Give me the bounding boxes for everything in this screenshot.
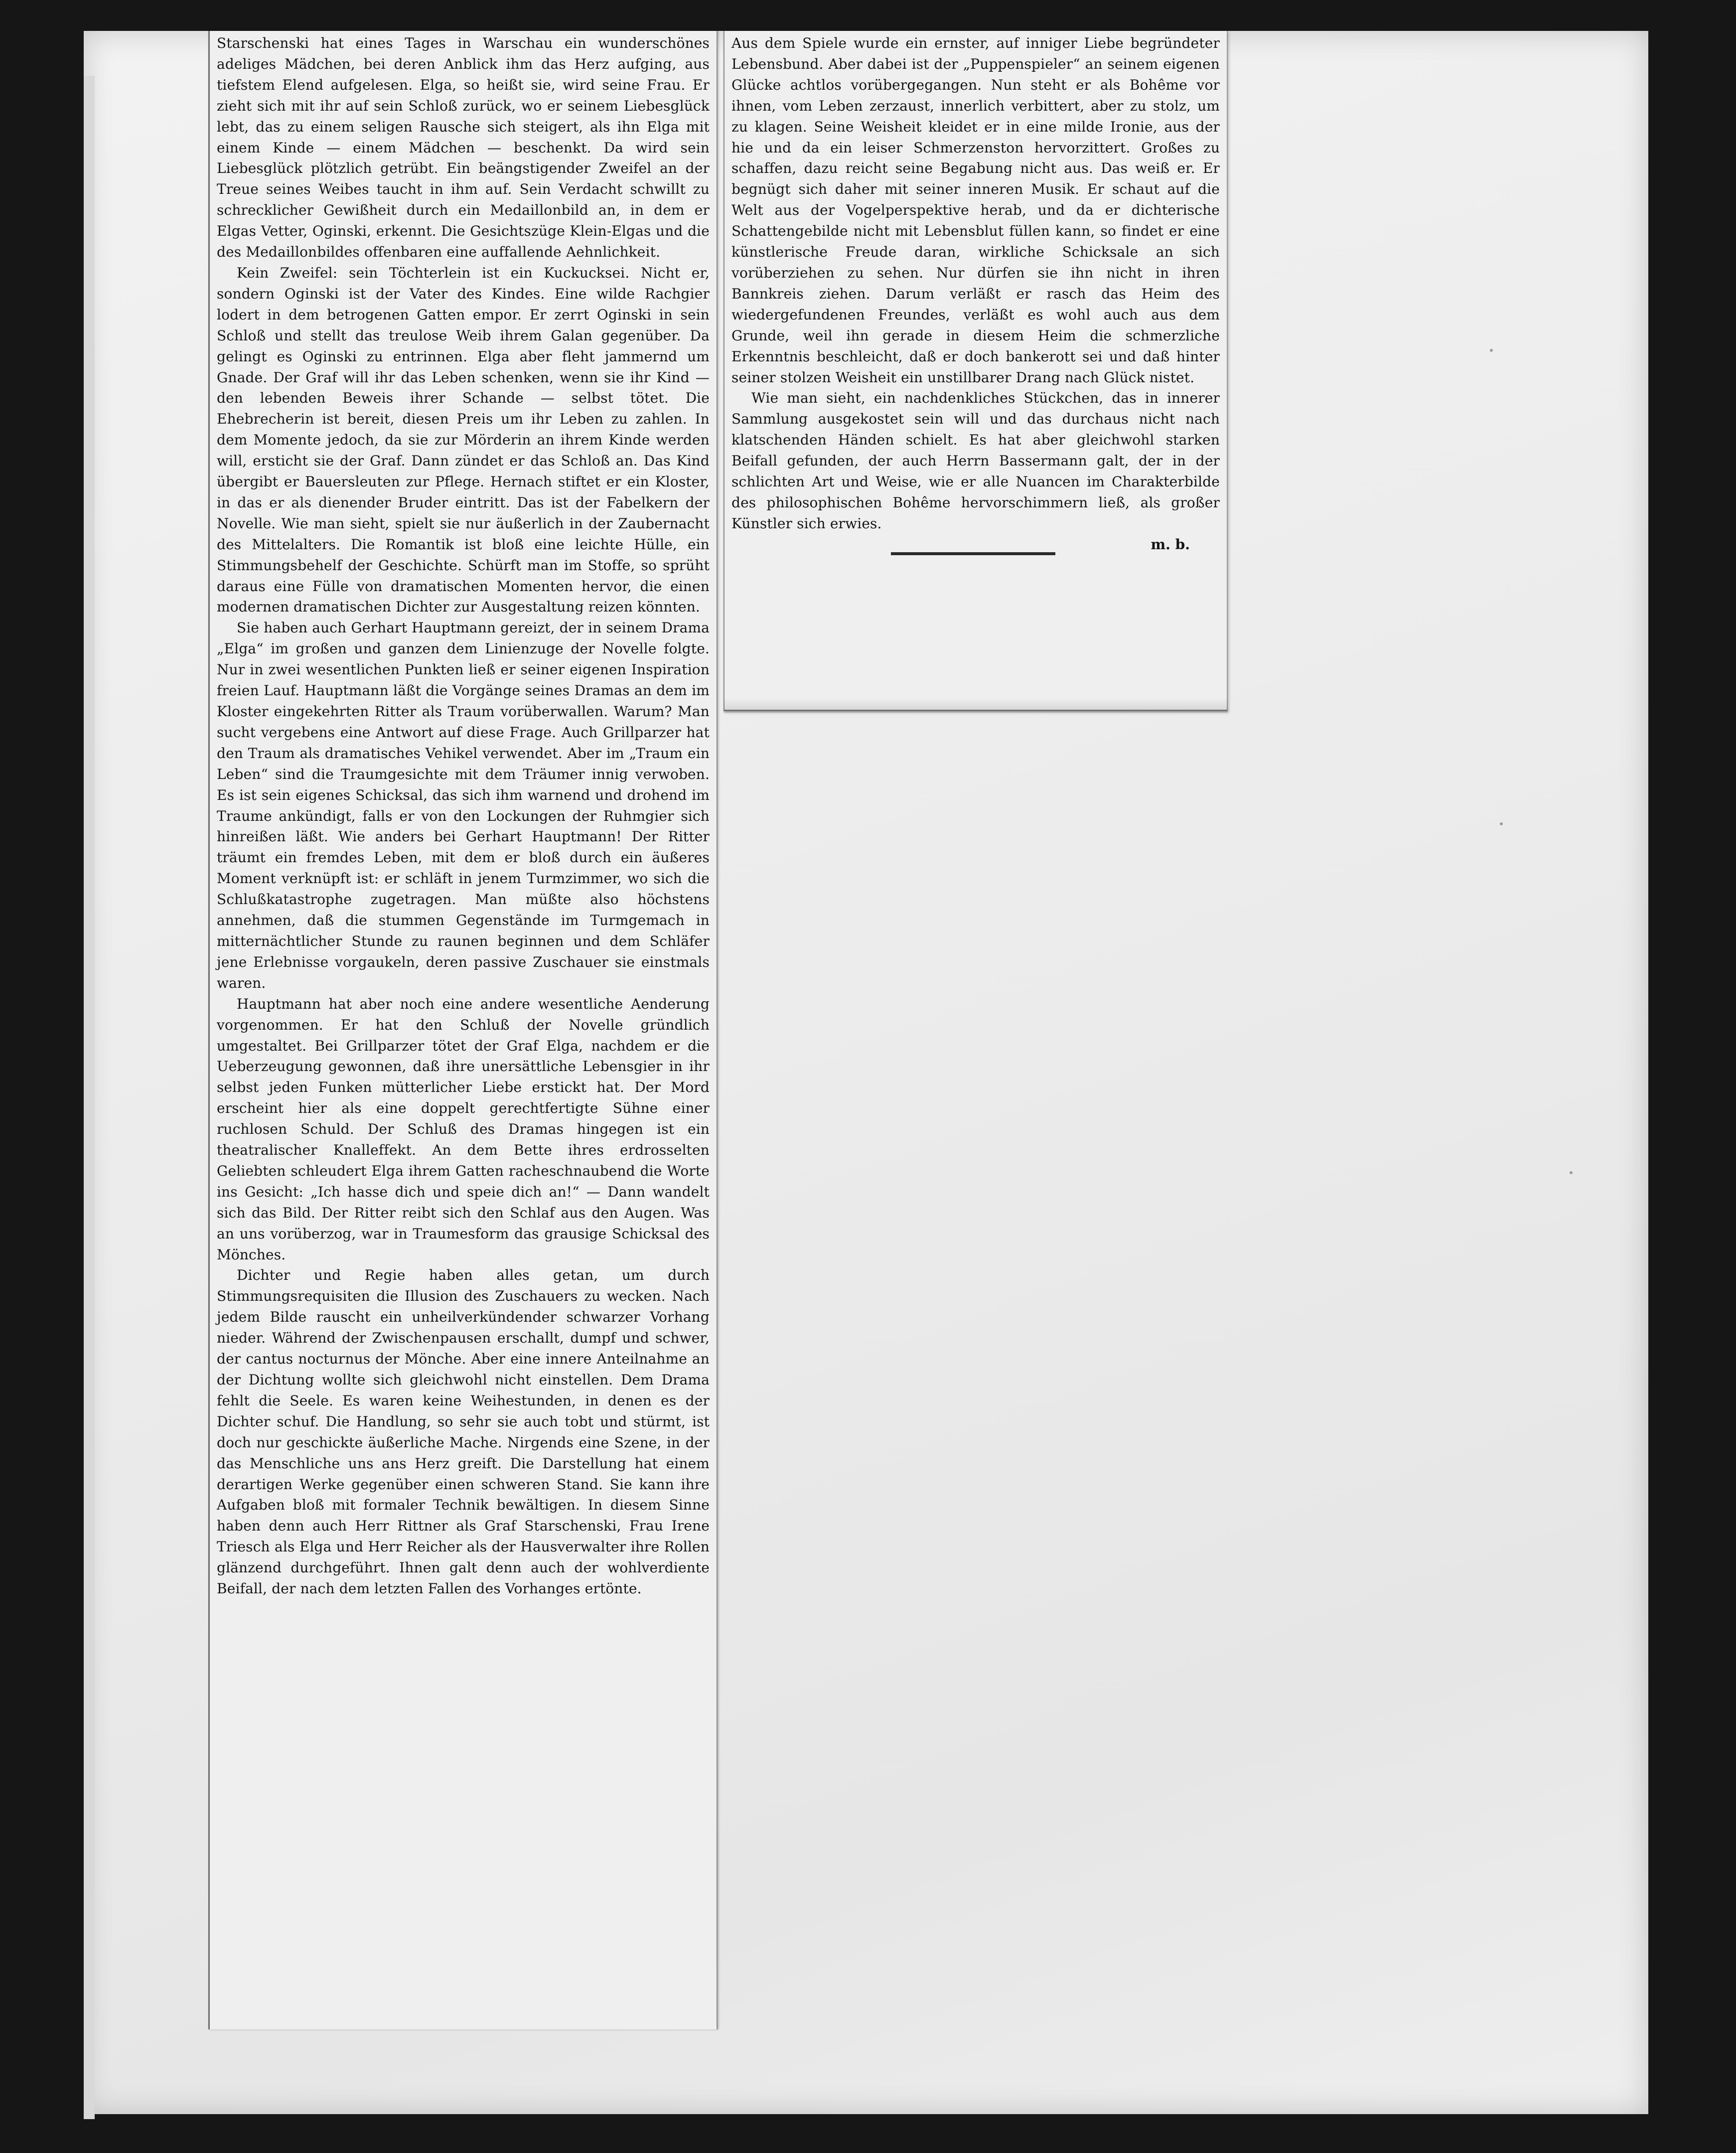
newspaper-clipping-right-column xyxy=(723,31,1228,711)
article-paragraph: Hauptmann hat aber noch eine andere wesentliche Aenderung vorgenommen. Er hat den Schluß der Novelle gründlich umgestaltet. Bei Grillparzer tötet der Graf Elga, nachdem er die Ueberzeugung gewonnen, daß ihre unersättliche Lebensgier in ihr selbst jeden Funken mütterlicher Liebe erstickt hat. Der Mord erscheint hier als eine doppelt gerechtfertigte Sühne einer ruchlosen Schuld. Der Schluß des Dramas hingegen ist ein theatralischer Knalleffekt. An dem Bette ihres erdrosselten Geliebten schleudert Elga ihrem Gatten racheschnaubend die Worte ins Gesicht: „Ich hasse dich und speie dich an!“ — Dann wandelt sich das Bild. Der Ritter reibt sich den Schlaf aus den Augen. Was an uns vorüberzog, war in Traumesform das grausige Schicksal des Mönches. xyxy=(217,995,710,1263)
author-signature: m. b. xyxy=(1151,536,1190,553)
newspaper-clipping-left-column xyxy=(208,31,718,2029)
closing-rule xyxy=(891,552,1055,555)
clipping-torn-edge xyxy=(723,698,1228,713)
article-paragraph: Sie haben auch Gerhart Hauptmann gereizt, der in seinem Drama „Elga“ im großen und ganzen dem Linienzuge der Novelle folgte. Nur in zwei wesentlichen Punkten ließ er seiner eigenen Inspiration freien Lauf. Hauptmann läßt die Vorgänge seines Dramas an dem im Kloster eingekehrten Ritter als Traum vorüberwallen. Warum? Man sucht vergebens eine Antwort auf diese Frage. Auch Grillparzer hat den Traum als dramatisches Vehikel verwendet. Aber im „Traum ein Leben“ sind die Traumgesichte mit dem Träumer innig verwoben. Es ist sein eigenes Schicksal, das sich ihm warnend und drohend im Traume ankündigt, falls er von den Lockungen der Ruhmgier sich hinreißen läßt. Wie anders bei Gerhart Hauptmann! Der Ritter träumt ein fremdes Leben, mit dem er bloß durch ein äußeres Moment verknüpft ist: er schläft in jenem Turmzimmer, wo sich die Schlußkatastrophe zugetragen. Man müßte also höchstens annehmen, daß die stummen Gegenstände im Turmgemach in mitternächtlicher Stunde zu raunen beginnen und dem Schläfer jene Erlebnisse vorgaukeln, deren passive Zuschauer sie einstmals waren. xyxy=(217,619,710,991)
dust-speck xyxy=(1500,822,1503,825)
dust-speck xyxy=(1490,349,1493,352)
article-paragraph: Kein Zweifel: sein Töchterlein ist ein Kuckucksei. Nicht er, sondern Oginski ist der Vater des Kindes. Eine wilde Rachgier lodert in dem betrogenen Gatten empor. Er zerrt Oginski in sein Schloß und stellt das treulose Weib ihrem Galan gegenüber. Da gelingt es Oginski zu entrinnen. Elga aber fleht jammernd um Gnade. Der Graf will ihr das Leben schenken, wenn sie ihr Kind — den lebenden Beweis ihrer Schande — selbst tötet. Die Ehebrecherin ist bereit, diesen Preis um ihr Leben zu zahlen. In dem Momente jedoch, da sie zur Mörderin an ihrem Kinde werden will, ersticht sie der Graf. Dann zündet er das Schloß an. Das Kind übergibt er Bauersleuten zur Pflege. Hernach stiftet er ein Kloster, in das er als dienender Bruder eintritt. Das ist der Fabelkern der Novelle. Wie man sieht, spielt sie nur äußerlich in der Zaubernacht des Mittelalters. Die Romantik ist bloß eine leichte Hülle, ein Stimmungsbehelf der Geschichte. Schürft man im Stoffe, so sprüht daraus eine Fülle von dramatischen Momenten hervor, die einen modernen dramatischen Dichter zur Ausgestaltung reizen könnten. xyxy=(217,264,710,615)
dust-speck xyxy=(1570,1171,1573,1174)
article-paragraph: Starschenski hat eines Tages in Warschau ein wunderschönes adeliges Mädchen, bei deren Anblick ihm das Herz aufging, aus tiefstem Elend aufgelesen. Elga, so heißt sie, wird seine Frau. Er zieht sich mit ihr auf sein Schloß zurück, wo er seinem Liebesglück lebt, das zu einem seligen Rausche sich steigert, als ihn Elga mit einem Kinde — einem Mädchen — beschenkt. Da wird sein Liebesglück plötzlich getrübt. Ein beängstigender Zweifel an der Treue seines Weibes taucht in ihm auf. Sein Verdacht schwillt zu schrecklicher Gewißheit durch ein Medaillonbild an, in dem er Elgas Vetter, Oginski, erkennt. Die Gesichtszüge Klein-Elgas und die des Medaillonbildes offenbaren eine auffallende Aehnlichkeit. xyxy=(217,35,710,261)
article-paragraph: Aus dem Spiele wurde ein ernster, auf inniger Liebe begründeter Lebensbund. Aber dabei ist der „Puppenspieler“ an seinem eigenen Glücke achtlos vorübergegangen. Nun steht er als Bohême vor ihnen, vom Leben zerzaust, innerlich verbittert, aber zu stolz, um zu klagen. Seine Weisheit kleidet er in eine milde Ironie, aus der hie und da ein leiser Schmerzenston hervorzittert. Großes zu schaffen, dazu reicht seine Begabung nicht aus. Das weiß er. Er begnügt sich daher mit seiner inneren Musik. Er schaut auf die Welt aus der Vogelperspektive herab, und da er dichterische Schattengebilde nicht mit Lebensblut füllen kann, so findet er eine künstlerische Freude daran, wirkliche Schicksale an sich vorüberziehen zu sehen. Nur dürfen sie ihn nicht in ihren Bannkreis ziehen. Darum verläßt er rasch das Heim des wiedergefundenen Freundes, verläßt es wohl auch aus dem Grunde, weil ihn gerade in diesem Heim die schmerzliche Erkenntnis beschleicht, daß er doch bankerott sei und daß hinter seiner stolzen Weisheit ein unstillbarer Drang nach Glück nistet. xyxy=(731,35,1220,386)
article-paragraph: Wie man sieht, ein nachdenkliches Stückchen, das in innerer Sammlung ausgekostet sein will und das durchaus nicht nach klatschenden Händen schielt. Es hat aber gleichwohl starken Beifall gefunden, der auch Herrn Bassermann galt, der in der schlichten Art und Weise, wie er alle Nuancen im Charakterbilde des philosophischen Bohême hervorschimmern ließ, als großer Künstler sich erwies. xyxy=(731,390,1220,532)
scan-edge-strip xyxy=(84,76,95,2119)
article-paragraph: Dichter und Regie haben alles getan, um durch Stimmungsrequisiten die Illusion des Zuschauers zu wecken. Nach jedem Bilde rauscht ein unheilverkündender schwarzer Vorhang nieder. Während der Zwischenpausen erschallt, dumpf und schwer, der cantus nocturnus der Mönche. Aber eine innere Anteilnahme an der Dichtung wollte sich gleichwohl nicht einstellen. Dem Drama fehlt die Seele. Es waren keine Weihestunden, in denen es der Dichter schuf. Die Handlung, so sehr sie auch tobt und stürmt, ist doch nur geschickte äußerliche Mache. Nirgends eine Szene, in der das Menschliche uns ans Herz greift. Die Darstellung hat einem derartigen Werke gegenüber einen schweren Stand. Sie kann ihre Aufgaben bloß mit formaler Technik bewältigen. In diesem Sinne haben denn auch Herr Rittner als Graf Starschenski, Frau Irene Triesch als Elga und Herr Reicher als der Hausverwalter ihre Rollen glänzend durchgeführt. Ihnen galt denn auch der wohlverdiente Beifall, der nach dem letzten Fallen des Vorhanges ertönte. xyxy=(217,1267,710,1597)
